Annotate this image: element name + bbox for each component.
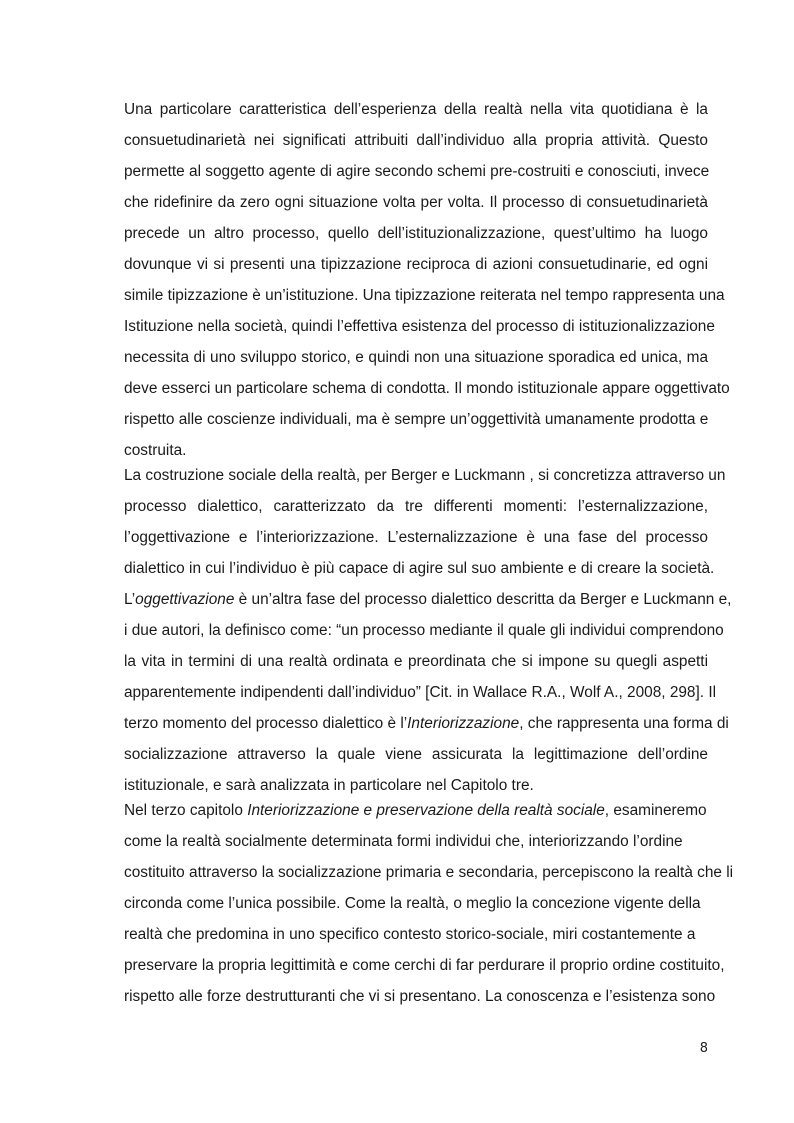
text-line: preservare la propria legittimità e come cerchi di far perdurare il proprio ordine costituito, xyxy=(124,957,725,974)
paragraph-3 xyxy=(124,795,734,1012)
text-segment: terzo momento del processo dialettico è l’ xyxy=(124,715,408,732)
text-line xyxy=(124,795,708,826)
italic-chapter-title: Interiorizzazione e preservazione della realtà sociale xyxy=(247,802,605,819)
text-line: rispetto alle coscienze individuali, ma è sempre un’oggettività umanamente prodotta e xyxy=(124,411,709,428)
text-line: i due autori, la definisco come: “un processo mediante il quale gli individui comprendono xyxy=(124,622,724,639)
text-line: simile tipizzazione è un’istituzione. Una tipizzazione reiterata nel tempo rappresenta una xyxy=(124,287,725,304)
text-line: costituito attraverso la socializzazione primaria e secondaria, percepiscono la realtà che li xyxy=(124,864,734,881)
text-segment: è un’altra fase del processo dialettico descritta da Berger e Luckmann e, xyxy=(234,591,732,608)
text-line: permette al soggetto agente di agire secondo schemi pre-costruiti e conosciuti, invece xyxy=(124,163,710,180)
text-line: che ridefinire da zero ogni situazione volta per volta. Il processo di consuetudinarietà xyxy=(124,194,708,211)
text-line: socializzazione attraverso la quale viene assicurata la legittimazione dell’ordine xyxy=(124,746,708,763)
text-line: precede un altro processo, quello dell’istituzionalizzazione, quest’ultimo ha luogo xyxy=(124,225,708,242)
page-number: 8 xyxy=(699,1041,708,1056)
text-line: Istituzione nella società, quindi l’effettiva esistenza del processo di istituzionalizzazione xyxy=(124,318,715,335)
text-line: realtà che predomina in uno specifico contesto storico-sociale, miri costantemente a xyxy=(124,926,696,943)
text-line: istituzionale, e sarà analizzata in particolare nel Capitolo tre. xyxy=(124,777,534,794)
italic-term-interiorizzazione: Interiorizzazione xyxy=(407,715,520,732)
paragraph-1 xyxy=(124,94,730,466)
text-line: dovunque vi si presenti una tipizzazione reciproca di azioni consuetudinarie, ed ogni xyxy=(124,256,708,273)
paragraph-2 xyxy=(124,460,732,801)
text-segment: L’ xyxy=(124,591,136,608)
text-line: la vita in termini di una realtà ordinata e preordinata che si impone su quegli aspetti xyxy=(124,653,708,670)
text-line xyxy=(124,584,732,615)
text-line: come la realtà socialmente determinata formi individui che, interiorizzando l’ordine xyxy=(124,833,683,850)
text-line: costruita. xyxy=(124,442,187,459)
text-line: processo dialettico, caratterizzato da tre differenti momenti: l’esternalizzazione, xyxy=(124,498,708,515)
text-line: circonda come l’unica possibile. Come la realtà, o meglio la concezione vigente della xyxy=(124,895,701,912)
text-line: rispetto alle forze destrutturanti che vi si presentano. La conoscenza e l’esistenza sono xyxy=(124,988,716,1005)
text-line: deve esserci un particolare schema di condotta. Il mondo istituzionale appare oggettivato xyxy=(124,380,730,397)
text-line xyxy=(124,708,729,739)
text-segment: , che rappresenta una forma di xyxy=(519,715,729,732)
text-line: La costruzione sociale della realtà, per Berger e Luckmann , si concretizza attraverso un xyxy=(124,467,726,484)
text-line: consuetudinarietà nei significati attribuiti dall’individuo alla propria attività. Questo xyxy=(124,132,708,149)
text-segment: , esamineremo xyxy=(604,802,707,819)
italic-term-oggettivazione: oggettivazione xyxy=(135,591,235,608)
text-line: l’oggettivazione e l’interiorizzazione. L’esternalizzazione è una fase del processo xyxy=(124,529,708,546)
text-line: apparentemente indipendenti dall’individuo” [Cit. in Wallace R.A., Wolf A., 2008, 298]. Il xyxy=(124,684,717,701)
text-line: dialettico in cui l’individuo è più capace di agire sul suo ambiente e di creare la società. xyxy=(124,560,715,577)
text-line: necessita di uno sviluppo storico, e quindi non una situazione sporadica ed unica, ma xyxy=(124,349,708,366)
text-segment: Nel terzo capitolo xyxy=(124,802,248,819)
text-line: Una particolare caratteristica dell’esperienza della realtà nella vita quotidiana è la xyxy=(124,101,708,118)
